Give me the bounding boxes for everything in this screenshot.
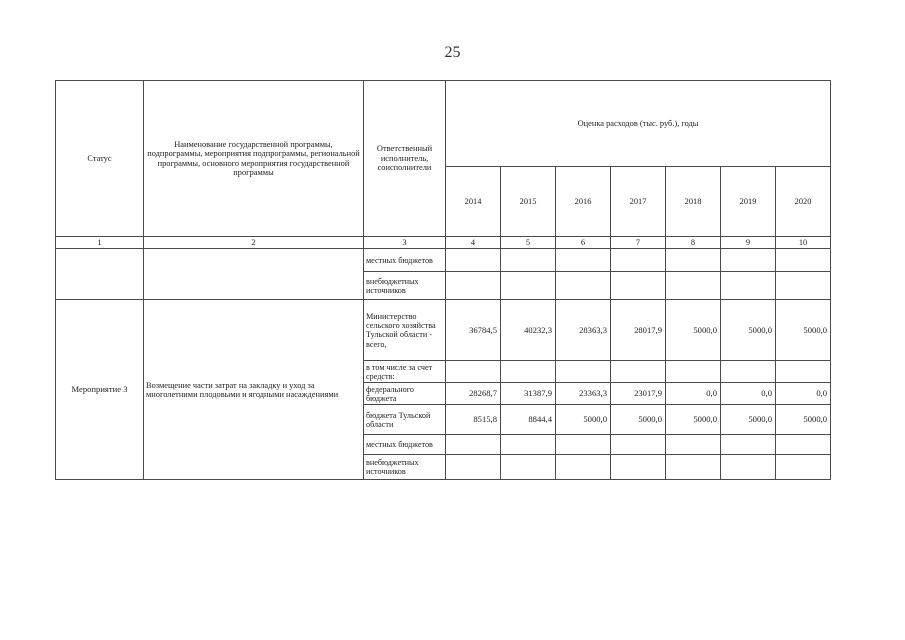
column-index: 6 bbox=[556, 237, 611, 249]
value-cell: 5000,0 bbox=[556, 405, 611, 435]
value-cell bbox=[501, 249, 556, 272]
name-cell-empty bbox=[144, 249, 364, 300]
value-cell: 8515,8 bbox=[446, 405, 501, 435]
value-cell bbox=[721, 361, 776, 383]
source-cell: местных бюджетов bbox=[364, 249, 446, 272]
value-cell bbox=[721, 455, 776, 480]
value-cell: 5000,0 bbox=[611, 405, 666, 435]
header-status: Статус bbox=[56, 81, 144, 237]
budget-table bbox=[55, 80, 831, 480]
value-cell bbox=[776, 361, 831, 383]
source-cell: в том числе за счет средств: bbox=[364, 361, 446, 383]
value-cell: 40232,3 bbox=[501, 300, 556, 361]
value-cell bbox=[666, 249, 721, 272]
source-cell: внебюджетных источников bbox=[364, 455, 446, 480]
value-cell bbox=[721, 272, 776, 300]
value-cell: 23017,9 bbox=[611, 383, 666, 405]
value-cell bbox=[501, 361, 556, 383]
header-year: 2014 bbox=[446, 167, 501, 237]
header-year: 2019 bbox=[721, 167, 776, 237]
value-cell: 28017,9 bbox=[611, 300, 666, 361]
header-year: 2016 bbox=[556, 167, 611, 237]
value-cell bbox=[611, 455, 666, 480]
value-cell: 28363,3 bbox=[556, 300, 611, 361]
column-index: 4 bbox=[446, 237, 501, 249]
column-index: 10 bbox=[776, 237, 831, 249]
value-cell: 5000,0 bbox=[666, 405, 721, 435]
value-cell: 36784,5 bbox=[446, 300, 501, 361]
measure-status: Мероприятие 3 bbox=[56, 300, 144, 480]
value-cell bbox=[501, 272, 556, 300]
value-cell: 28268,7 bbox=[446, 383, 501, 405]
value-cell bbox=[776, 435, 831, 455]
value-cell bbox=[446, 361, 501, 383]
value-cell bbox=[776, 455, 831, 480]
value-cell bbox=[776, 249, 831, 272]
value-cell bbox=[556, 249, 611, 272]
value-cell: 8844,4 bbox=[501, 405, 556, 435]
value-cell bbox=[611, 435, 666, 455]
value-cell: 0,0 bbox=[721, 383, 776, 405]
header-year: 2020 bbox=[776, 167, 831, 237]
header-row bbox=[56, 81, 831, 167]
value-cell bbox=[556, 361, 611, 383]
column-index: 3 bbox=[364, 237, 446, 249]
source-cell: федерального бюджета bbox=[364, 383, 446, 405]
source-cell: Министерство сельского хозяйства Тульской области - всего, bbox=[364, 300, 446, 361]
value-cell bbox=[556, 435, 611, 455]
column-index: 2 bbox=[144, 237, 364, 249]
header-program-name: Наименование государственной программы, подпрограммы, мероприятия подпрограммы, региональной программы, основного мероприятия государственной программы bbox=[144, 81, 364, 237]
value-cell bbox=[611, 272, 666, 300]
value-cell: 0,0 bbox=[776, 383, 831, 405]
value-cell bbox=[446, 272, 501, 300]
value-cell bbox=[501, 435, 556, 455]
measure-name: Возмещение части затрат на закладку и уход за многолетними плодовыми и ягодными насаждениями bbox=[144, 300, 364, 480]
column-index: 5 bbox=[501, 237, 556, 249]
value-cell bbox=[611, 249, 666, 272]
header-year: 2017 bbox=[611, 167, 666, 237]
value-cell bbox=[776, 272, 831, 300]
value-cell: 5000,0 bbox=[721, 405, 776, 435]
value-cell bbox=[666, 455, 721, 480]
header-year: 2015 bbox=[501, 167, 556, 237]
value-cell bbox=[721, 249, 776, 272]
value-cell bbox=[501, 455, 556, 480]
status-cell-empty bbox=[56, 249, 144, 300]
value-cell bbox=[666, 361, 721, 383]
value-cell: 5000,0 bbox=[776, 300, 831, 361]
source-cell: внебюджетных источников bbox=[364, 272, 446, 300]
source-cell: бюджета Тульской области bbox=[364, 405, 446, 435]
header-expenses: Оценка расходов (тыс. руб.), годы bbox=[446, 81, 831, 167]
value-cell: 5000,0 bbox=[721, 300, 776, 361]
value-cell bbox=[666, 272, 721, 300]
value-cell: 0,0 bbox=[666, 383, 721, 405]
value-cell bbox=[446, 455, 501, 480]
value-cell: 23363,3 bbox=[556, 383, 611, 405]
value-cell: 5000,0 bbox=[776, 405, 831, 435]
page-number: 25 bbox=[444, 44, 461, 61]
header-year: 2018 bbox=[666, 167, 721, 237]
column-index: 9 bbox=[721, 237, 776, 249]
column-index: 1 bbox=[56, 237, 144, 249]
value-cell bbox=[721, 435, 776, 455]
value-cell bbox=[556, 272, 611, 300]
header-executor: Ответственный исполнитель, соисполнители bbox=[364, 81, 446, 237]
value-cell bbox=[446, 435, 501, 455]
value-cell: 31387,9 bbox=[501, 383, 556, 405]
value-cell bbox=[556, 455, 611, 480]
value-cell bbox=[666, 435, 721, 455]
column-index: 8 bbox=[666, 237, 721, 249]
column-index-row bbox=[56, 237, 831, 249]
value-cell bbox=[611, 361, 666, 383]
table-row bbox=[56, 249, 831, 272]
source-cell: местных бюджетов bbox=[364, 435, 446, 455]
value-cell: 5000,0 bbox=[666, 300, 721, 361]
value-cell bbox=[446, 249, 501, 272]
table-row bbox=[56, 300, 831, 361]
column-index: 7 bbox=[611, 237, 666, 249]
